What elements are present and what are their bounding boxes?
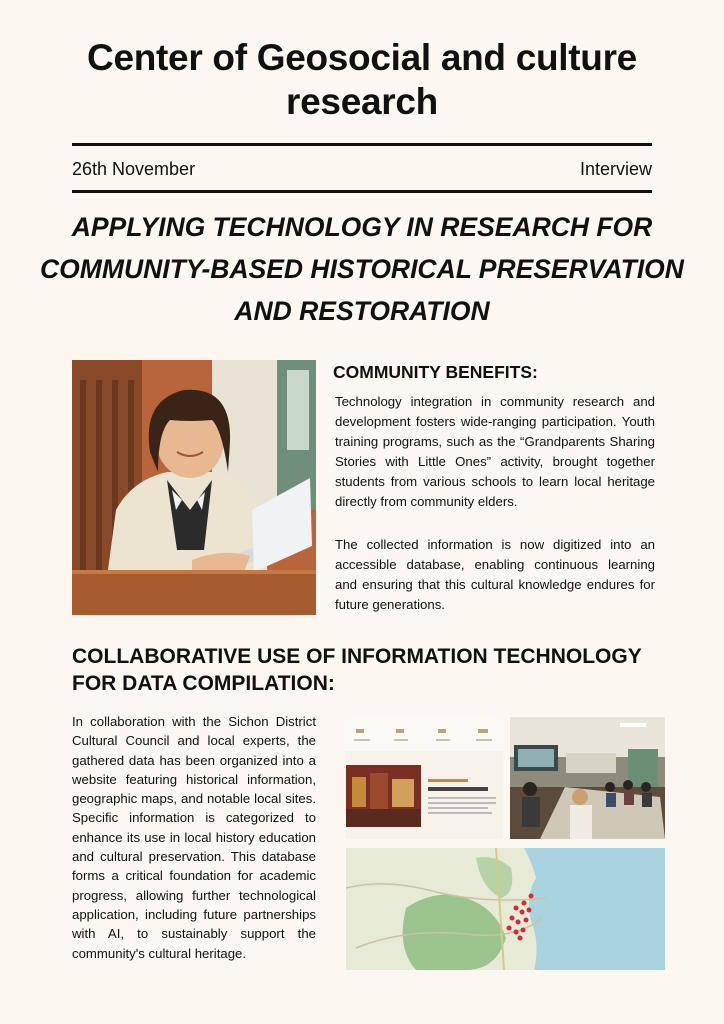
benefits-paragraph-2: The collected information is now digitized into an accessible database, enabling continuous learning and ensuring that this cultural knowledge endures for future generations. [335, 537, 655, 612]
top-rule [72, 143, 652, 146]
collab-heading: COLLABORATIVE USE OF INFORMATION TECHNOLOGY FOR DATA COMPILATION: [72, 645, 642, 695]
bottom-rule [72, 190, 652, 193]
community-benefits-heading: COMMUNITY BENEFITS: [333, 362, 538, 382]
collab-paragraph: In collaboration with the Sichon District Cultural Council and local experts, the gathered data has been organized into a website featuring historical information, geographic maps, and notable local sites. Specific information is categorized to enhance its use in local history education and cultural preservation. This database forms a critical foundation for academic progress, allowing further technological application, including future partnerships with AI, to sustainably support the community's cultural heritage. [72, 714, 316, 961]
benefits-paragraph-1: Technology integration in community research and development fosters wide-ranging participation. Youth training programs, such as the “Grandparents Sharing Stories with Little Ones” activity, brought together students from various schools to learn local heritage directly from community elders. [335, 394, 655, 509]
geographic-map [346, 848, 665, 970]
article-headline: APPLYING TECHNOLOGY IN RESEARCH FOR COMMUNITY-BASED HISTORICAL PRESERVATION AND RESTORATION [40, 212, 684, 326]
website-screenshot [346, 717, 503, 839]
date-label: 26th November [72, 159, 196, 179]
category-label: Interview [579, 159, 652, 179]
researcher-photo [72, 360, 316, 615]
meeting-photo [510, 717, 665, 839]
page-title: Center of Geosocial and culture research [87, 37, 637, 122]
